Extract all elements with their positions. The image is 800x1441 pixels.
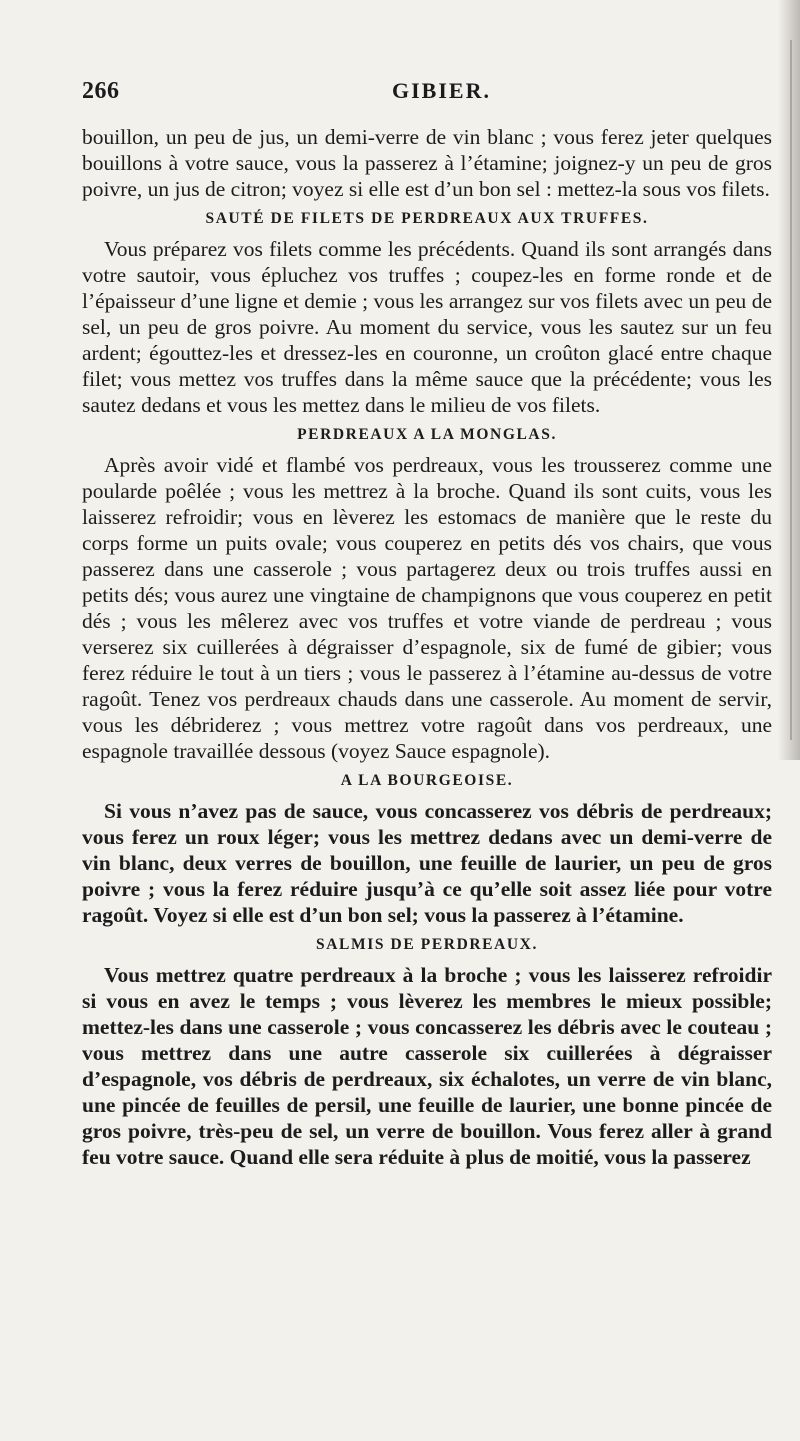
page-header bbox=[82, 78, 772, 114]
page-edge-line bbox=[790, 40, 792, 740]
page-edge-shadow bbox=[778, 0, 800, 760]
section-paragraph: Vous mettrez quatre perdreaux à la broche ; vous les laisserez refroidir si vous en avez le temps ; vous lèverez les membres le mieux possible; mettez-les dans une casserole ; vous concasserez les débris avec le couteau ; vous mettrez dans une autre casserole six cuillerées à dégraisser d’espagnole, vos débris de perdreaux, six échalotes, un verre de vin blanc, une pincée de feuilles de persil, une feuille de laurier, une bonne pincée de gros poivre, très-peu de sel, un verre de bouillon. Vous ferez aller à grand feu votre sauce. Quand elle sera réduite à plus de moitié, vous la passerez bbox=[82, 963, 772, 1169]
running-head: GIBIER. bbox=[392, 78, 491, 103]
section-paragraph: Si vous n’avez pas de sauce, vous concasserez vos débris de perdreaux; vous ferez un roux léger; vous les mettrez dedans avec un demi-verre de vin blanc, deux verres de bouillon, une feuille de laurier, un peu de gros poivre ; vous la ferez réduire jusqu’à ce qu’elle soit assez liée pour votre ragoût. Voyez si elle est d’un bon sel; vous la passerez à l’étamine. bbox=[82, 799, 772, 927]
continued-paragraph: bouillon, un peu de jus, un demi-verre de vin blanc ; vous ferez jeter quelques bouillons à votre sauce, vous la passerez à l’étamine; joignez-y un peu de gros poivre, un jus de citron; voyez si elle est d’un bon sel : mettez-la sous vos filets. bbox=[82, 125, 772, 201]
section-heading: A LA BOURGEOISE. bbox=[340, 772, 514, 789]
bold-section bbox=[82, 798, 772, 928]
section-heading: PERDREAUX A LA MONGLAS. bbox=[297, 426, 557, 443]
section-heading: SAUTÉ DE FILETS DE PERDREAUX AUX TRUFFES. bbox=[205, 210, 649, 227]
section-paragraph: Vous préparez vos filets comme les précédents. Quand ils sont arrangés dans votre sautoir, vous épluchez vos truffes ; coupez-les en forme ronde et de l’épaisseur d’une ligne et demie ; vous les arrangez sur vos filets avec un peu de sel, un peu de gros poivre. Au moment du service, vous les sautez sur un feu ardent; égouttez-les et dressez-les en couronne, un croûton glacé entre chaque filet; vous mettez vos truffes dans la même sauce que la précédente; vous les sautez dedans et vous les mettez dans le milieu de vos filets. bbox=[82, 237, 772, 417]
section-heading: SALMIS DE PERDREAUX. bbox=[316, 936, 538, 953]
bold-section bbox=[82, 962, 772, 1170]
section-paragraph: Après avoir vidé et flambé vos perdreaux, vous les trousserez comme une poularde poêlée ; vous les mettrez à la broche. Quand ils sont cuits, vous les laisserez refroidir; vous en lèverez les estomacs de manière que le reste du corps forme un puits ovale; vous couperez en petits dés vos chairs, que vous passerez dans une casserole ; vous partagerez deux ou trois truffes aussi en petits dés; vous aurez une vingtaine de champignons que vous couperez en petit dés ; vous les mêlerez avec vos truffes et votre viande de perdreau ; vous verserez six cuillerées à dégraisser d’espagnole, six de fumé de gibier; vous ferez réduire le tout à un tiers ; vous le passerez à l’étamine au-dessus de votre ragoût. Tenez vos perdreaux chauds dans une casserole. Au moment de servir, vous les débriderez ; vous mettrez votre ragoût dans vos perdreaux, une espagnole travaillée dessous (voyez Sauce espagnole). bbox=[82, 453, 772, 763]
page-body bbox=[82, 124, 772, 1170]
page-number: 266 bbox=[82, 78, 120, 104]
